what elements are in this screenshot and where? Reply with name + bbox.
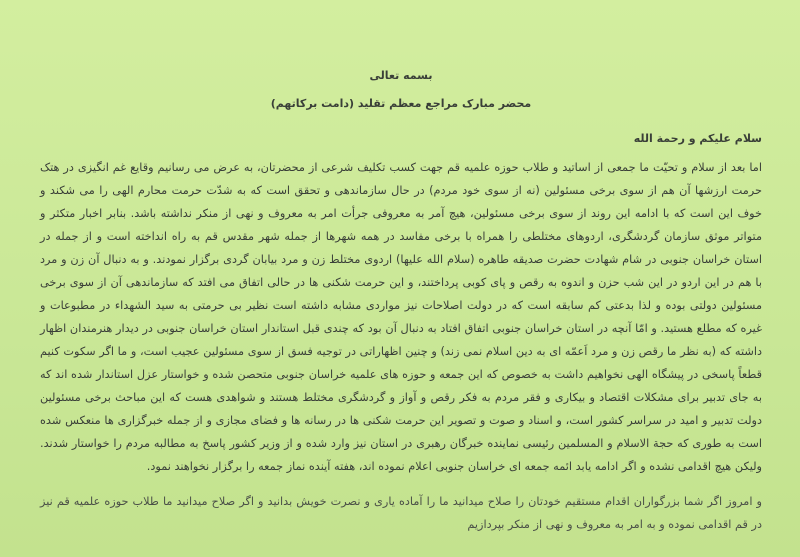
letter-body [40,60,762,536]
letter-heading: بسمه تعالی [369,69,433,82]
letter-paragraph: اما بعد از سلام و تحیّت ما جمعی از اساتید و طلاب حوزه علمیه قم جهت کسب تکلیف شرعی از محضرتان، به عرض می رسانیم وقایع غم انگیزی در هتک حرمت ارزشها آن هم از سوی برخی مسئولین (نه از سوی خود مردم) در حال سازماندهی و تحقق است که به شدّت حرمت محارم الهی را می شکند و خوف این است که با ادامه این روند از سوی برخی مسئولین، هیچ آمر به معروفی جرأت امر به معروف و نهی از منکر نداشته باشد. بنابر اخبار متکثر و متواتر موثق سازمان گردشگری، اردوهای مختلطی را همراه با برخی مفاسد در همه شهرها از جمله شهر مقدس قم به راه انداخته است و از جمله در استان خراسان جنوبی در شام شهادت حضرت صدیقه طاهره (سلام الله علیها) اردوی مختلط زن و مرد بیابان گردی برگزار نمودند. و به دنبال آن زن و مرد با هم در این اردو در این شب حزن و اندوه به رقص و پای کوبی پرداختند، و این حرمت شکنی ها در حالی اتفاق می افتد که سازماندهی آن از سوی برخی مسئولین دولتی بوده و لذا بدعتی کم سابقه است که در دولت اصلاحات نیز مواردی مشابه داشته است نظیر بی حرمتی به سید الشهداء در مطبوعات و غیره که مطلع هستید. و امّا آنچه در استان خراسان جنوبی اتفاق افتاد به دنبال آن بود که چندی قبل استاندار استان خراسان جنوبی در دیدار هنرمندان اظهار داشته که (به نظر ما رقص زن و مرد اَعمّه ای به دین اسلام نمی زند) و چنین اظهاراتی در توجیه فسق از سوی مسئولین عجیب است، و ما اگر سکوت کنیم قطعاً پاسخی در پیشگاه الهی نخواهیم داشت به خصوص که این جمعه و حوزه های علمیه خراسان جنوبی متحصن شده و خواستار عزل استاندار شده اند که به جای تدبیر برای مشکلات اقتصاد و بیکاری و فقر مردم به فکر رقص و آواز و گردشگری مختلط هستند و شواهدی هست که این مباحث برخی مسئولین دولت تدبیر و امید در سراسر کشور است، و اسناد و صوت و تصویر این حرمت شکنی ها در رسانه ها و فضای مجازی و از جمله خبرگزاری ها منعکس شده است به طوری که حجة الاسلام و المسلمین رئیسی نماینده خبرگان رهبری در استان نیز وارد شده و از وزیر کشور پاسخ به مطالبه مردم را خواستار شدند. ولیکن هیچ اقدامی نشده و اگر ادامه یابد ائمه جمعه ای خراسان جنوبی اعلام نموده اند، هفته آینده نماز جمعه را برگزار نخواهند نمود. [40,161,762,473]
letter-closing-paragraph: و امروز اگر شما بزرگواران اقدام مستقیم خودتان را صلاح میدانید ما را آماده یاری و نصرت خویش بدانید و اگر صلاح میدانید ما طلاب حوزه علمیه قم نیز در قم اقدامی نموده و به امر به معروف و نهی از منکر بپردازیم [40,495,762,531]
letter-addressee: محضر مبارک مراجع معظم تقلید (دامت برکاتهم) [270,97,532,110]
letter-greeting: سلام علیکم و رحمة الله [633,132,762,145]
